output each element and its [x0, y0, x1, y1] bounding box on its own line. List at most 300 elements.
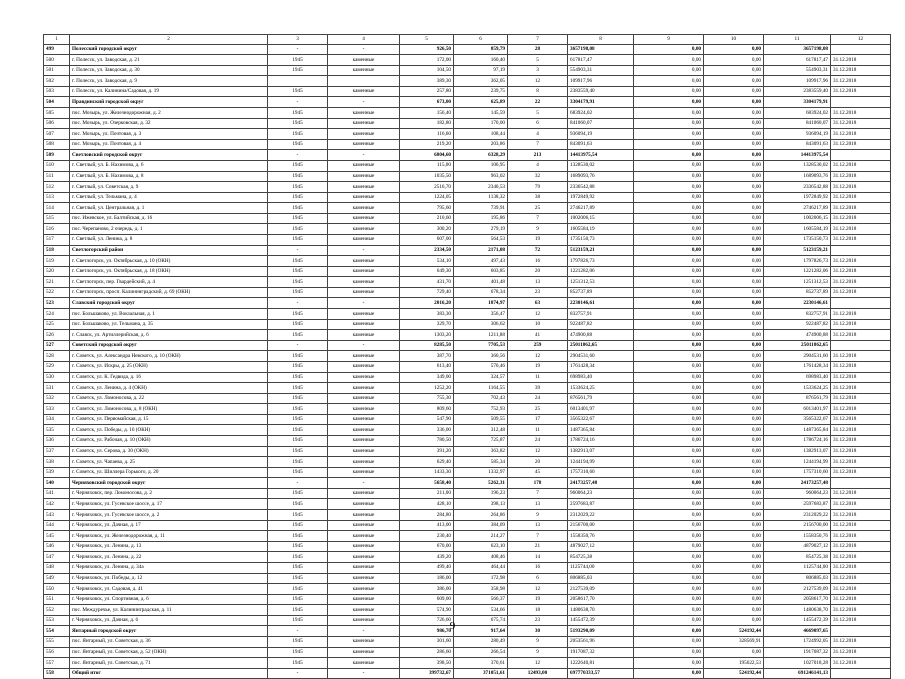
table-cell: 1945 — [268, 425, 328, 436]
table-cell: 0,00 — [634, 351, 704, 362]
table-cell: 279,19 — [454, 224, 508, 235]
table-cell: 1487365,84 — [764, 425, 831, 436]
table-cell: пос. Ижевское, ул. Балтийская, д. 16 — [70, 213, 268, 224]
table-cell: 1382913,07 — [568, 446, 634, 457]
table-cell: 31.12.2018 — [831, 55, 891, 66]
table-cell: 214,27 — [454, 531, 508, 542]
table-cell: 1945 — [268, 615, 328, 626]
table-cell: 1945 — [268, 584, 328, 595]
table-cell: 0,00 — [634, 298, 704, 309]
table-cell: 529 — [44, 361, 70, 372]
table-cell: 7705,53 — [454, 340, 508, 351]
table-cell: 31.12.2018 — [831, 573, 891, 584]
table-cell: 0,00 — [634, 97, 704, 108]
table-cell: 547 — [44, 552, 70, 563]
table-cell: 854725,38 — [764, 552, 831, 563]
table-cell: 613,40 — [400, 361, 454, 372]
table-cell: каменные — [328, 171, 400, 182]
table-cell: 0,00 — [704, 150, 764, 161]
table-cell: 5123159,21 — [568, 245, 634, 256]
table-cell: 349,00 — [400, 372, 454, 383]
table-cell: 0,00 — [634, 626, 704, 637]
table-row — [44, 277, 891, 288]
table-cell: г. Черняховск, ул. Железнодорожная, д. 11 — [70, 531, 268, 542]
table-cell: 79 — [508, 182, 568, 193]
table-cell: 518 — [44, 245, 70, 256]
table-cell: 531 — [44, 383, 70, 394]
table-cell: 1917087,32 — [764, 647, 831, 658]
table-cell: 2312029,22 — [764, 510, 831, 521]
table-cell: г. Полесск, ул. Заводская, д. 9 — [70, 76, 268, 87]
table-cell: каменные — [328, 636, 400, 647]
table-cell: - — [328, 44, 400, 55]
table-cell: 1945 — [268, 171, 328, 182]
table-cell: 31.12.2018 — [831, 435, 891, 446]
table-cell: 617817,47 — [568, 55, 634, 66]
table-cell: каменные — [328, 224, 400, 235]
table-cell: 729,40 — [400, 287, 454, 298]
table-row — [44, 203, 891, 214]
table-cell: 536 — [44, 435, 70, 446]
table-cell — [831, 150, 891, 161]
table-cell: 843091,63 — [764, 139, 831, 150]
table-cell: каменные — [328, 435, 400, 446]
table-cell: 20 — [508, 266, 568, 277]
table-cell: 542 — [44, 499, 70, 510]
table-cell: 8 — [568, 35, 634, 45]
table-cell: 2746217,89 — [568, 203, 634, 214]
table-cell: 1945 — [268, 510, 328, 521]
table-cell: 186,00 — [400, 573, 454, 584]
table-cell: каменные — [328, 256, 400, 267]
table-row — [44, 605, 891, 616]
table-cell: 1125744,00 — [764, 562, 831, 573]
table-cell: 1251312,53 — [764, 277, 831, 288]
table-cell: 13 — [508, 499, 568, 510]
table-row — [44, 118, 891, 129]
table-cell: 106,95 — [454, 160, 508, 171]
table-cell: - — [328, 245, 400, 256]
table-cell: 534,66 — [454, 605, 508, 616]
table-cell: 109917,96 — [568, 76, 634, 87]
table-cell: 0,00 — [634, 499, 704, 510]
table-cell: 499 — [44, 44, 70, 55]
table-cell: 609,00 — [400, 594, 454, 605]
table-cell: 552 — [44, 605, 70, 616]
table-cell: 1533624,25 — [568, 383, 634, 394]
table-cell: 398,50 — [400, 658, 454, 669]
table-cell: 1945 — [268, 309, 328, 320]
table-cell: каменные — [328, 531, 400, 542]
table-cell: 195622,53 — [704, 658, 764, 669]
table-cell: 2597683,87 — [764, 499, 831, 510]
table-cell: 31.12.2018 — [831, 383, 891, 394]
table-cell: 1945 — [268, 192, 328, 203]
table-cell: 832757,91 — [764, 309, 831, 320]
table-cell: 428,10 — [400, 499, 454, 510]
table-row — [44, 266, 891, 277]
table-cell: г. Черняховск, ул. Спортивная, д. 6 — [70, 594, 268, 605]
table-cell: 2340,53 — [454, 182, 508, 193]
table-cell: каменные — [328, 139, 400, 150]
table-cell: 439,20 — [400, 552, 454, 563]
table-cell: 3565322,67 — [764, 414, 831, 425]
table-cell: каменные — [328, 108, 400, 119]
table-cell: 0,00 — [634, 552, 704, 563]
table-cell: г. Советск, ул. К. Гедвида, д. 16 — [70, 372, 268, 383]
table-row — [44, 330, 891, 341]
table-cell: 0,00 — [634, 330, 704, 341]
table-cell: 172,00 — [400, 55, 454, 66]
table-cell: 1945 — [268, 594, 328, 605]
table-cell: 843091,63 — [568, 139, 634, 150]
table-cell: 538 — [44, 457, 70, 468]
table-cell: 922487,82 — [568, 319, 634, 330]
table-cell: 1786724,16 — [764, 435, 831, 446]
table-cell: 537 — [44, 446, 70, 457]
table-cell: 0,00 — [704, 605, 764, 616]
table-cell: 1382913,07 — [764, 446, 831, 457]
table-cell: 32 — [508, 171, 568, 182]
table-cell: 328569,91 — [704, 636, 764, 647]
table-cell: - — [268, 340, 328, 351]
table-cell: 31.12.2018 — [831, 266, 891, 277]
table-cell: 31.12.2018 — [831, 393, 891, 404]
table-cell: 1797826,73 — [568, 256, 634, 267]
table-cell: г. Черняховск, ул. Садовая, д. 41 — [70, 584, 268, 595]
table-cell: 0,00 — [704, 108, 764, 119]
table-cell: 1558350,76 — [568, 531, 634, 542]
table-cell: 12 — [508, 584, 568, 595]
table-cell: 513 — [44, 192, 70, 203]
table-cell: 512 — [44, 182, 70, 193]
table-cell: 854725,38 — [568, 552, 634, 563]
table-cell: 625,89 — [454, 97, 508, 108]
table-cell: 0,00 — [704, 647, 764, 658]
table-cell: 389,30 — [400, 76, 454, 87]
table-cell — [831, 44, 891, 55]
table-cell: 31.12.2018 — [831, 636, 891, 647]
table-cell: 0,00 — [704, 383, 764, 394]
table-cell: 841060,07 — [568, 118, 634, 129]
table-cell: 31.12.2018 — [831, 330, 891, 341]
table-cell: 31.12.2018 — [831, 351, 891, 362]
table-cell: 1 — [44, 35, 70, 45]
table-cell: 2516,70 — [400, 182, 454, 193]
table-cell: 31.12.2018 — [831, 309, 891, 320]
table-cell: г. Славск, ул. Артиллерийская, д. 6 — [70, 330, 268, 341]
table-cell: 31.12.2018 — [831, 414, 891, 425]
table-cell: 31.12.2018 — [831, 182, 891, 193]
table-cell: 5262,31 — [454, 478, 508, 489]
table-cell: 11 — [764, 35, 831, 45]
table-cell: 0,00 — [634, 636, 704, 647]
table-cell: 1002006,15 — [568, 213, 634, 224]
table-cell: 550 — [44, 584, 70, 595]
table-cell: 585,34 — [454, 457, 508, 468]
table-cell: 670,00 — [400, 541, 454, 552]
table-cell: 19 — [508, 235, 568, 246]
table-cell: 1125744,00 — [568, 562, 634, 573]
table-cell: 0,00 — [634, 478, 704, 489]
table-cell: 725,87 — [454, 435, 508, 446]
table-row — [44, 531, 891, 542]
table-row — [44, 182, 891, 193]
table-cell: 45 — [508, 467, 568, 478]
table-cell: каменные — [328, 605, 400, 616]
table-row — [44, 171, 891, 182]
table-cell: 0,00 — [704, 76, 764, 87]
table-cell: 7 — [508, 139, 568, 150]
table-cell: 1221282,06 — [764, 266, 831, 277]
table-cell: 0,00 — [704, 256, 764, 267]
table-cell: 0,00 — [704, 86, 764, 97]
table-cell: 5 — [508, 108, 568, 119]
table-cell: 1945 — [268, 182, 328, 193]
table-cell: 535 — [44, 425, 70, 436]
table-cell: 8285,50 — [400, 340, 454, 351]
table-row — [44, 404, 891, 415]
table-cell: 31.12.2018 — [831, 647, 891, 658]
table-cell: 22 — [508, 97, 568, 108]
table-cell: пос. Мозырь, ул. Почтовая, д. 3 — [70, 129, 268, 140]
table-cell: 4879027,12 — [764, 541, 831, 552]
table-cell: - — [328, 150, 400, 161]
table-cell: - — [328, 626, 400, 637]
table-cell: 2171,08 — [454, 245, 508, 256]
table-row — [44, 55, 891, 66]
table-cell: 0,00 — [634, 287, 704, 298]
table-cell: 2058617,70 — [764, 594, 831, 605]
table-cell: Славский городской округ — [70, 298, 268, 309]
table-cell: каменные — [328, 213, 400, 224]
table-cell: 697770333,57 — [568, 668, 634, 679]
table-cell: 0,00 — [704, 478, 764, 489]
table-cell: 1945 — [268, 562, 328, 573]
table-cell: - — [328, 478, 400, 489]
page-number: 9 — [449, 620, 456, 632]
table-row — [44, 552, 891, 563]
table-cell: 1945 — [268, 658, 328, 669]
table-cell: 540 — [44, 478, 70, 489]
table-cell: 1945 — [268, 55, 328, 66]
table-cell: 7 — [508, 488, 568, 499]
table-cell: 9 — [508, 647, 568, 658]
table-cell: 1786724,16 — [568, 435, 634, 446]
table-cell: 266,54 — [454, 647, 508, 658]
table-cell: 549 — [44, 573, 70, 584]
table-cell: 1251312,53 — [568, 277, 634, 288]
table-cell: 0,00 — [704, 435, 764, 446]
table-cell: 18 — [508, 605, 568, 616]
table-cell: 20 — [508, 457, 568, 468]
table-cell: 1945 — [268, 541, 328, 552]
table-cell: 1917087,32 — [568, 647, 634, 658]
table-cell: 306,62 — [454, 319, 508, 330]
table-cell: 2904531,60 — [568, 351, 634, 362]
table-cell: 0,00 — [704, 118, 764, 129]
table-row — [44, 150, 891, 161]
table-cell: 31.12.2018 — [831, 446, 891, 457]
table-cell: 1332,97 — [454, 467, 508, 478]
table-cell: 1164,55 — [454, 383, 508, 394]
table-cell: Светловский городской округ — [70, 150, 268, 161]
table-cell: 156,40 — [400, 108, 454, 119]
table-cell: 503 — [44, 86, 70, 97]
table-cell: 0,00 — [704, 224, 764, 235]
table-cell: 0,00 — [704, 277, 764, 288]
table-cell: 31.12.2018 — [831, 192, 891, 203]
table-row — [44, 224, 891, 235]
table-cell: - — [328, 340, 400, 351]
table-row — [44, 361, 891, 372]
table-cell: 0,00 — [634, 361, 704, 372]
table-cell: 211,00 — [400, 488, 454, 499]
table-cell: 1945 — [268, 467, 328, 478]
table-cell: 2336542,88 — [568, 182, 634, 193]
table-cell: каменные — [328, 647, 400, 658]
table-cell: 172,98 — [454, 573, 508, 584]
table-cell: 752,93 — [454, 404, 508, 415]
table-cell: 383,30 — [400, 309, 454, 320]
table-cell: 0,00 — [634, 520, 704, 531]
table-cell: 0,00 — [634, 594, 704, 605]
table-cell: пос. Мозырь, ул. Железнодорожная, д. 2 — [70, 108, 268, 119]
table-row — [44, 287, 891, 298]
table-cell: 986,70 — [400, 626, 454, 637]
table-cell: 1945 — [268, 361, 328, 372]
table-cell: 876561,79 — [568, 393, 634, 404]
table-cell: 0,00 — [634, 510, 704, 521]
table-cell: г. Советск, ул. Первомайская, д. 15 — [70, 414, 268, 425]
table-cell: 329,70 — [400, 319, 454, 330]
table-cell: 1487365,84 — [568, 425, 634, 436]
table-cell: 10 — [508, 319, 568, 330]
table-cell: 362,05 — [454, 76, 508, 87]
table-cell: 7 — [508, 213, 568, 224]
table-cell: пос. Мозырь, ул. Озерковская, д. 32 — [70, 118, 268, 129]
table-cell: 499,40 — [400, 562, 454, 573]
table-cell: 0,00 — [634, 256, 704, 267]
table-cell: 31.12.2018 — [831, 658, 891, 669]
table-cell: Правдинский городской округ — [70, 97, 268, 108]
table-cell: 0,00 — [634, 647, 704, 658]
table-cell: 0,00 — [704, 319, 764, 330]
table-cell: каменные — [328, 182, 400, 193]
table-cell: 1558350,76 — [764, 531, 831, 542]
table-cell: 755,30 — [400, 393, 454, 404]
table-cell: 1945 — [268, 86, 328, 97]
table-cell: 683924,02 — [764, 108, 831, 119]
table-cell: 607,00 — [400, 235, 454, 246]
table-cell: 497,43 — [454, 256, 508, 267]
table-cell: 534 — [44, 414, 70, 425]
table-cell: 0,00 — [634, 393, 704, 404]
table-cell: г. Советск, ул. Чапаева, д. 25 — [70, 457, 268, 468]
table-cell — [831, 668, 891, 679]
table-cell: 399732,67 — [400, 668, 454, 679]
table-cell: 534,10 — [400, 256, 454, 267]
table-cell: каменные — [328, 118, 400, 129]
table-cell: 5 — [400, 35, 454, 45]
table-cell: - — [328, 298, 400, 309]
table-cell: 363,82 — [454, 446, 508, 457]
table-cell: - — [268, 626, 328, 637]
table-cell: 2904531,60 — [764, 351, 831, 362]
table-cell: 0,00 — [634, 383, 704, 394]
table-cell: каменные — [328, 520, 400, 531]
table-cell: 795,60 — [400, 203, 454, 214]
table-cell: 31.12.2018 — [831, 86, 891, 97]
table-cell: 0,00 — [634, 404, 704, 415]
table-cell: 4 — [328, 35, 400, 45]
table-cell: 31.12.2018 — [831, 499, 891, 510]
table-cell: 14413975,54 — [568, 150, 634, 161]
table-cell: каменные — [328, 425, 400, 436]
table-cell: 917,64 — [454, 626, 508, 637]
table-cell: 832757,91 — [568, 309, 634, 320]
table-cell: 9 — [508, 510, 568, 521]
table-cell: 14413975,54 — [764, 150, 831, 161]
table-cell: 558 — [44, 668, 70, 679]
table-cell: - — [268, 150, 328, 161]
table-cell: 500 — [44, 55, 70, 66]
table-cell: 1328530,02 — [764, 160, 831, 171]
table-cell: 160,40 — [454, 55, 508, 66]
table-cell: каменные — [328, 309, 400, 320]
table-row — [44, 467, 891, 478]
table-cell: 324,57 — [454, 372, 508, 383]
table-cell: 6013401,97 — [764, 404, 831, 415]
table-cell: 675,74 — [454, 615, 508, 626]
table-cell: 6 — [508, 118, 568, 129]
table-cell: 12 — [508, 658, 568, 669]
table-cell: 1761428,34 — [568, 361, 634, 372]
table-cell: 0,00 — [704, 520, 764, 531]
table-cell: 31.12.2018 — [831, 552, 891, 563]
table-cell: 520 — [44, 266, 70, 277]
table-cell: 12 — [508, 309, 568, 320]
table-cell: 2016,20 — [400, 298, 454, 309]
table-row — [44, 668, 891, 679]
table-row — [44, 573, 891, 584]
table-cell: 541 — [44, 488, 70, 499]
table-cell: 1945 — [268, 129, 328, 140]
table-cell: 0,00 — [704, 139, 764, 150]
table-cell: 0,00 — [704, 340, 764, 351]
table-row — [44, 562, 891, 573]
table-row — [44, 65, 891, 76]
table-cell: 0,00 — [634, 319, 704, 330]
table-cell: 19 — [508, 361, 568, 372]
table-cell: 210,60 — [400, 213, 454, 224]
table-header-row — [44, 35, 891, 45]
table-cell: 0,00 — [634, 76, 704, 87]
table-cell: 2127539,09 — [568, 584, 634, 595]
table-cell: 0,00 — [704, 552, 764, 563]
table-cell: - — [268, 478, 328, 489]
table-cell: 13 — [508, 277, 568, 288]
table-cell — [831, 478, 891, 489]
table-cell: 1724992,05 — [764, 636, 831, 647]
table-cell: 2156700,00 — [568, 520, 634, 531]
table-cell: 31.12.2018 — [831, 584, 891, 595]
table-cell: 0,00 — [634, 584, 704, 595]
table-cell: пос. Большаково, ул. Вокзальная, д. 1 — [70, 309, 268, 320]
table-cell: 264,86 — [454, 510, 508, 521]
table-cell: 2053561,96 — [568, 636, 634, 647]
table-cell: 524192,44 — [704, 626, 764, 637]
